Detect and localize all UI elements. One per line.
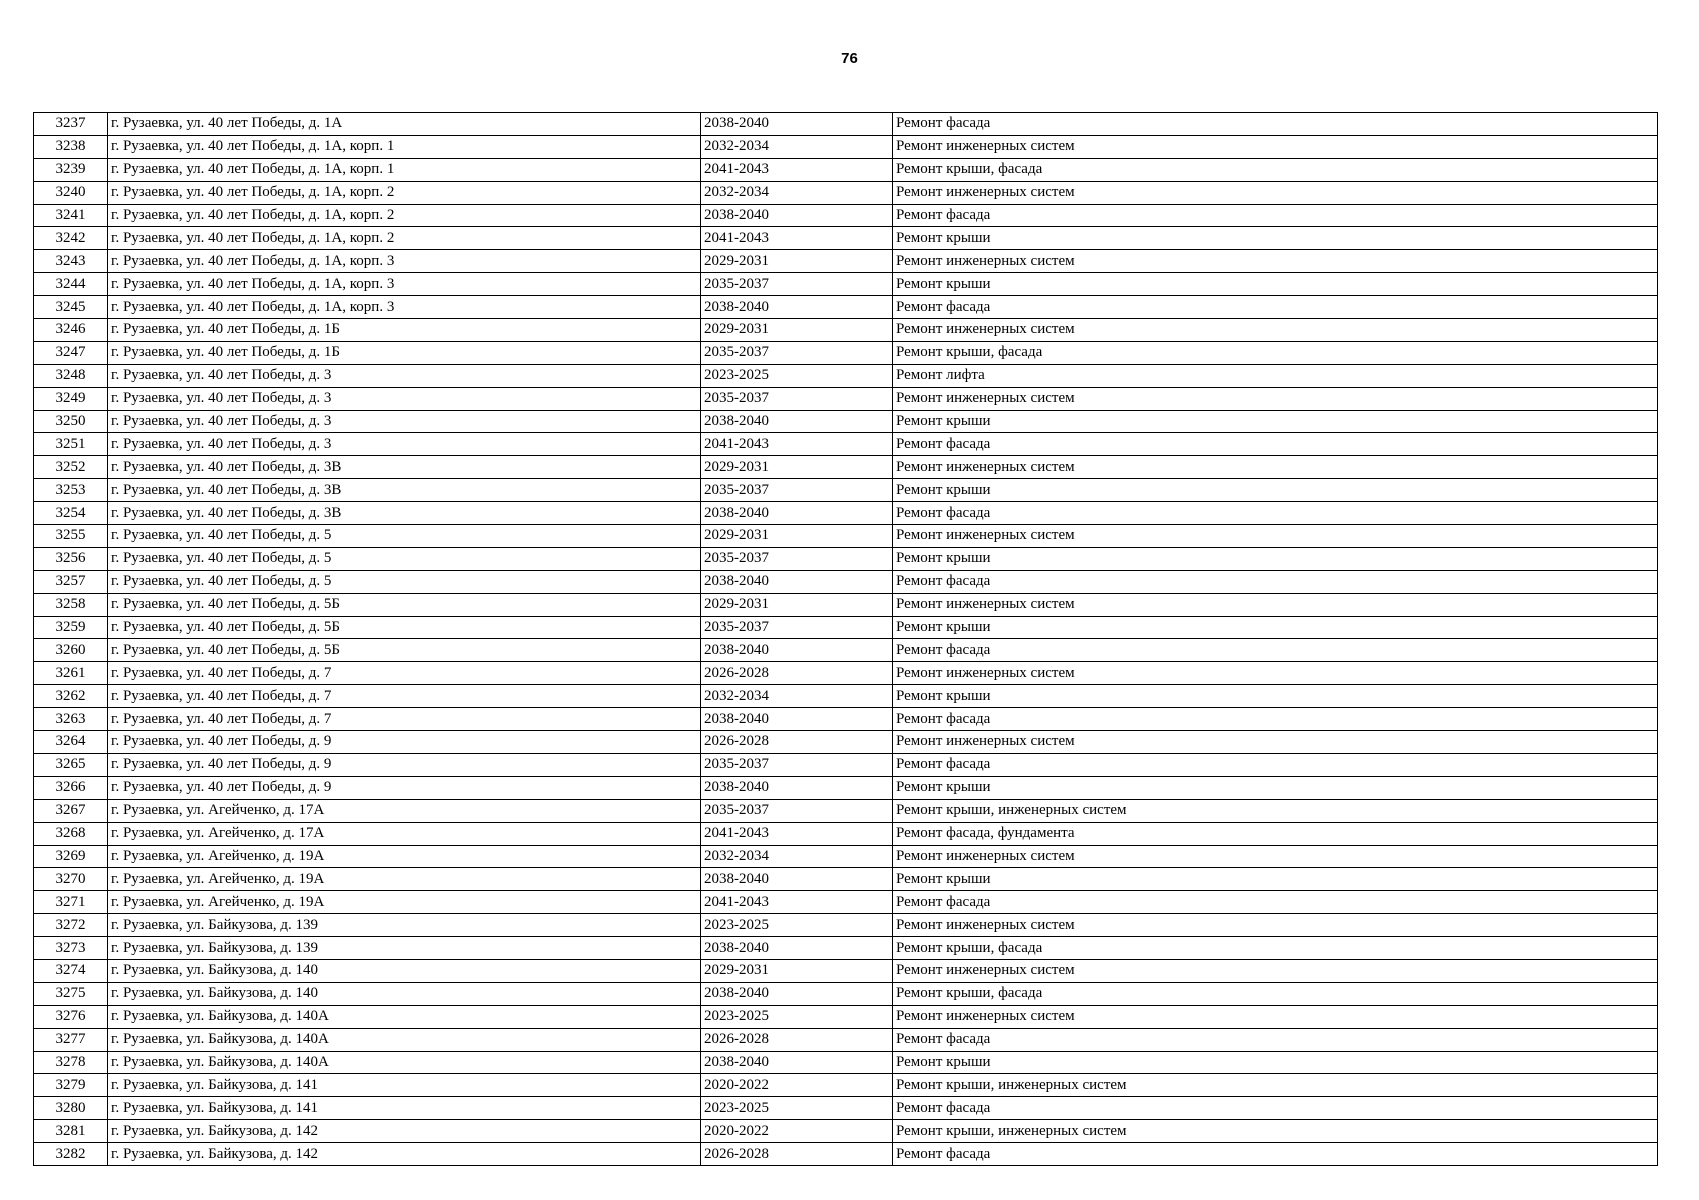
period-cell: 2041-2043: [701, 227, 893, 250]
row-number: 3268: [34, 822, 108, 845]
work-type-cell: Ремонт фасада: [893, 204, 1658, 227]
table-row: [34, 982, 1658, 1005]
address-cell: г. Рузаевка, ул. 40 лет Победы, д. 3: [108, 387, 701, 410]
table-row: [34, 616, 1658, 639]
table-row: [34, 227, 1658, 250]
period-cell: 2020-2022: [701, 1074, 893, 1097]
table-row: [34, 502, 1658, 525]
row-number: 3276: [34, 1005, 108, 1028]
work-type-cell: Ремонт фасада: [893, 753, 1658, 776]
address-cell: г. Рузаевка, ул. 40 лет Победы, д. 1А, корп. 1: [108, 135, 701, 158]
address-cell: г. Рузаевка, ул. 40 лет Победы, д. 5: [108, 547, 701, 570]
table-row: [34, 1143, 1658, 1166]
table-row: [34, 662, 1658, 685]
table-row: [34, 433, 1658, 456]
period-cell: 2026-2028: [701, 1143, 893, 1166]
row-number: 3274: [34, 959, 108, 982]
table-row: [34, 753, 1658, 776]
table-row: [34, 319, 1658, 342]
row-number: 3237: [34, 113, 108, 136]
table-row: [34, 868, 1658, 891]
work-type-cell: Ремонт инженерных систем: [893, 914, 1658, 937]
period-cell: 2035-2037: [701, 753, 893, 776]
table-row: [34, 135, 1658, 158]
row-number: 3252: [34, 456, 108, 479]
row-number: 3245: [34, 296, 108, 319]
address-cell: г. Рузаевка, ул. 40 лет Победы, д. 9: [108, 776, 701, 799]
row-number: 3246: [34, 319, 108, 342]
table-row: [34, 1120, 1658, 1143]
period-cell: 2023-2025: [701, 1097, 893, 1120]
work-type-cell: Ремонт крыши, фасада: [893, 341, 1658, 364]
period-cell: 2041-2043: [701, 891, 893, 914]
address-cell: г. Рузаевка, ул. 40 лет Победы, д. 1А, корп. 2: [108, 227, 701, 250]
period-cell: 2029-2031: [701, 319, 893, 342]
work-type-cell: Ремонт инженерных систем: [893, 250, 1658, 273]
address-cell: г. Рузаевка, ул. Байкузова, д. 141: [108, 1074, 701, 1097]
period-cell: 2035-2037: [701, 479, 893, 502]
work-type-cell: Ремонт крыши, инженерных систем: [893, 1074, 1658, 1097]
period-cell: 2029-2031: [701, 250, 893, 273]
row-number: 3273: [34, 937, 108, 960]
work-type-cell: Ремонт фасада: [893, 113, 1658, 136]
table-row: [34, 639, 1658, 662]
work-type-cell: Ремонт инженерных систем: [893, 959, 1658, 982]
table-row: [34, 822, 1658, 845]
table-row: [34, 776, 1658, 799]
row-number: 3253: [34, 479, 108, 502]
work-type-cell: Ремонт инженерных систем: [893, 662, 1658, 685]
table-row: [34, 456, 1658, 479]
address-cell: г. Рузаевка, ул. Байкузова, д. 142: [108, 1120, 701, 1143]
work-type-cell: Ремонт фасада: [893, 1097, 1658, 1120]
row-number: 3240: [34, 181, 108, 204]
table-row: [34, 799, 1658, 822]
period-cell: 2035-2037: [701, 273, 893, 296]
address-cell: г. Рузаевка, ул. Байкузова, д. 140: [108, 982, 701, 1005]
address-cell: г. Рузаевка, ул. Байкузова, д. 139: [108, 937, 701, 960]
table-row: [34, 891, 1658, 914]
work-type-cell: Ремонт фасада, фундамента: [893, 822, 1658, 845]
work-type-cell: Ремонт крыши: [893, 685, 1658, 708]
period-cell: 2038-2040: [701, 708, 893, 731]
table-row: [34, 570, 1658, 593]
work-type-cell: Ремонт инженерных систем: [893, 593, 1658, 616]
address-cell: г. Рузаевка, ул. 40 лет Победы, д. 3: [108, 433, 701, 456]
address-cell: г. Рузаевка, ул. 40 лет Победы, д. 1А, корп. 3: [108, 250, 701, 273]
table-row: [34, 1051, 1658, 1074]
work-type-cell: Ремонт крыши, фасада: [893, 937, 1658, 960]
address-cell: г. Рузаевка, ул. 40 лет Победы, д. 1А, корп. 3: [108, 296, 701, 319]
row-number: 3282: [34, 1143, 108, 1166]
address-cell: г. Рузаевка, ул. Байкузова, д. 140А: [108, 1051, 701, 1074]
work-type-cell: Ремонт фасада: [893, 570, 1658, 593]
work-type-cell: Ремонт инженерных систем: [893, 319, 1658, 342]
row-number: 3249: [34, 387, 108, 410]
address-cell: г. Рузаевка, ул. 40 лет Победы, д. 5Б: [108, 639, 701, 662]
period-cell: 2041-2043: [701, 822, 893, 845]
work-type-cell: Ремонт крыши: [893, 410, 1658, 433]
period-cell: 2023-2025: [701, 364, 893, 387]
work-type-cell: Ремонт крыши, фасада: [893, 158, 1658, 181]
table-row: [34, 113, 1658, 136]
period-cell: 2038-2040: [701, 204, 893, 227]
work-type-cell: Ремонт крыши: [893, 547, 1658, 570]
period-cell: 2026-2028: [701, 731, 893, 754]
table-row: [34, 547, 1658, 570]
address-cell: г. Рузаевка, ул. 40 лет Победы, д. 7: [108, 685, 701, 708]
period-cell: 2020-2022: [701, 1120, 893, 1143]
row-number: 3244: [34, 273, 108, 296]
address-cell: г. Рузаевка, ул. 40 лет Победы, д. 3: [108, 364, 701, 387]
row-number: 3250: [34, 410, 108, 433]
table-row: [34, 204, 1658, 227]
table-row: [34, 1074, 1658, 1097]
work-type-cell: Ремонт крыши, инженерных систем: [893, 1120, 1658, 1143]
work-type-cell: Ремонт инженерных систем: [893, 525, 1658, 548]
work-type-cell: Ремонт фасада: [893, 502, 1658, 525]
row-number: 3255: [34, 525, 108, 548]
work-type-cell: Ремонт инженерных систем: [893, 731, 1658, 754]
row-number: 3243: [34, 250, 108, 273]
period-cell: 2026-2028: [701, 1028, 893, 1051]
address-cell: г. Рузаевка, ул. 40 лет Победы, д. 1Б: [108, 319, 701, 342]
page-number: 76: [841, 50, 858, 67]
period-cell: 2038-2040: [701, 937, 893, 960]
work-type-cell: Ремонт крыши: [893, 479, 1658, 502]
row-number: 3257: [34, 570, 108, 593]
address-cell: г. Рузаевка, ул. 40 лет Победы, д. 7: [108, 662, 701, 685]
address-cell: г. Рузаевка, ул. Байкузова, д. 140А: [108, 1005, 701, 1028]
work-type-cell: Ремонт крыши: [893, 1051, 1658, 1074]
row-number: 3271: [34, 891, 108, 914]
period-cell: 2035-2037: [701, 547, 893, 570]
row-number: 3247: [34, 341, 108, 364]
table-row: [34, 479, 1658, 502]
row-number: 3256: [34, 547, 108, 570]
table-row: [34, 273, 1658, 296]
work-type-cell: Ремонт фасада: [893, 1028, 1658, 1051]
period-cell: 2038-2040: [701, 776, 893, 799]
address-cell: г. Рузаевка, ул. 40 лет Победы, д. 5Б: [108, 593, 701, 616]
address-cell: г. Рузаевка, ул. Агейченко, д. 19А: [108, 845, 701, 868]
row-number: 3261: [34, 662, 108, 685]
row-number: 3242: [34, 227, 108, 250]
table-row: [34, 685, 1658, 708]
work-type-cell: Ремонт инженерных систем: [893, 456, 1658, 479]
work-type-cell: Ремонт инженерных систем: [893, 135, 1658, 158]
period-cell: 2023-2025: [701, 914, 893, 937]
table-row: [34, 250, 1658, 273]
work-type-cell: Ремонт инженерных систем: [893, 845, 1658, 868]
address-cell: г. Рузаевка, ул. Байкузова, д. 141: [108, 1097, 701, 1120]
row-number: 3279: [34, 1074, 108, 1097]
address-cell: г. Рузаевка, ул. Байкузова, д. 142: [108, 1143, 701, 1166]
period-cell: 2029-2031: [701, 959, 893, 982]
row-number: 3259: [34, 616, 108, 639]
period-cell: 2038-2040: [701, 570, 893, 593]
address-cell: г. Рузаевка, ул. 40 лет Победы, д. 3В: [108, 456, 701, 479]
row-number: 3265: [34, 753, 108, 776]
address-cell: г. Рузаевка, ул. Агейченко, д. 17А: [108, 799, 701, 822]
address-cell: г. Рузаевка, ул. 40 лет Победы, д. 3В: [108, 502, 701, 525]
table-body: [34, 113, 1658, 1166]
address-cell: г. Рузаевка, ул. 40 лет Победы, д. 3: [108, 410, 701, 433]
address-cell: г. Рузаевка, ул. Байкузова, д. 140А: [108, 1028, 701, 1051]
table-row: [34, 845, 1658, 868]
row-number: 3275: [34, 982, 108, 1005]
work-type-cell: Ремонт крыши, фасада: [893, 982, 1658, 1005]
address-cell: г. Рузаевка, ул. Байкузова, д. 140: [108, 959, 701, 982]
table-row: [34, 410, 1658, 433]
address-cell: г. Рузаевка, ул. 40 лет Победы, д. 1А, корп. 3: [108, 273, 701, 296]
row-number: 3263: [34, 708, 108, 731]
address-cell: г. Рузаевка, ул. 40 лет Победы, д. 9: [108, 731, 701, 754]
period-cell: 2038-2040: [701, 410, 893, 433]
address-cell: г. Рузаевка, ул. Байкузова, д. 139: [108, 914, 701, 937]
table-row: [34, 364, 1658, 387]
period-cell: 2029-2031: [701, 525, 893, 548]
table-row: [34, 181, 1658, 204]
table-row: [34, 959, 1658, 982]
work-type-cell: Ремонт крыши: [893, 776, 1658, 799]
period-cell: 2026-2028: [701, 662, 893, 685]
address-cell: г. Рузаевка, ул. 40 лет Победы, д. 9: [108, 753, 701, 776]
period-cell: 2029-2031: [701, 593, 893, 616]
table-row: [34, 593, 1658, 616]
table-row: [34, 708, 1658, 731]
address-cell: г. Рузаевка, ул. 40 лет Победы, д. 5Б: [108, 616, 701, 639]
row-number: 3241: [34, 204, 108, 227]
row-number: 3272: [34, 914, 108, 937]
work-type-cell: Ремонт крыши: [893, 868, 1658, 891]
table-row: [34, 1005, 1658, 1028]
row-number: 3277: [34, 1028, 108, 1051]
work-type-cell: Ремонт крыши, инженерных систем: [893, 799, 1658, 822]
work-type-cell: Ремонт крыши: [893, 616, 1658, 639]
address-cell: г. Рузаевка, ул. Агейченко, д. 17А: [108, 822, 701, 845]
period-cell: 2032-2034: [701, 135, 893, 158]
work-type-cell: Ремонт фасада: [893, 708, 1658, 731]
period-cell: 2038-2040: [701, 502, 893, 525]
row-number: 3270: [34, 868, 108, 891]
table-row: [34, 1097, 1658, 1120]
period-cell: 2038-2040: [701, 868, 893, 891]
period-cell: 2035-2037: [701, 616, 893, 639]
table-row: [34, 341, 1658, 364]
work-type-cell: Ремонт фасада: [893, 433, 1658, 456]
work-type-cell: Ремонт крыши: [893, 227, 1658, 250]
period-cell: 2023-2025: [701, 1005, 893, 1028]
period-cell: 2041-2043: [701, 433, 893, 456]
row-number: 3264: [34, 731, 108, 754]
work-type-cell: Ремонт фасада: [893, 1143, 1658, 1166]
work-type-cell: Ремонт лифта: [893, 364, 1658, 387]
row-number: 3238: [34, 135, 108, 158]
work-type-cell: Ремонт инженерных систем: [893, 1005, 1658, 1028]
period-cell: 2038-2040: [701, 639, 893, 662]
row-number: 3281: [34, 1120, 108, 1143]
row-number: 3280: [34, 1097, 108, 1120]
period-cell: 2032-2034: [701, 685, 893, 708]
table-row: [34, 1028, 1658, 1051]
work-type-cell: Ремонт фасада: [893, 296, 1658, 319]
row-number: 3251: [34, 433, 108, 456]
address-cell: г. Рузаевка, ул. 40 лет Победы, д. 7: [108, 708, 701, 731]
row-number: 3262: [34, 685, 108, 708]
row-number: 3269: [34, 845, 108, 868]
repair-schedule-table: [33, 112, 1658, 1166]
period-cell: 2032-2034: [701, 181, 893, 204]
period-cell: 2035-2037: [701, 387, 893, 410]
work-type-cell: Ремонт фасада: [893, 891, 1658, 914]
work-type-cell: Ремонт фасада: [893, 639, 1658, 662]
table-row: [34, 158, 1658, 181]
period-cell: 2038-2040: [701, 982, 893, 1005]
address-cell: г. Рузаевка, ул. 40 лет Победы, д. 1А: [108, 113, 701, 136]
address-cell: г. Рузаевка, ул. 40 лет Победы, д. 1А, корп. 2: [108, 204, 701, 227]
table-row: [34, 914, 1658, 937]
period-cell: 2038-2040: [701, 1051, 893, 1074]
table-row: [34, 525, 1658, 548]
period-cell: 2041-2043: [701, 158, 893, 181]
work-type-cell: Ремонт крыши: [893, 273, 1658, 296]
address-cell: г. Рузаевка, ул. Агейченко, д. 19А: [108, 891, 701, 914]
address-cell: г. Рузаевка, ул. 40 лет Победы, д. 1Б: [108, 341, 701, 364]
period-cell: 2032-2034: [701, 845, 893, 868]
address-cell: г. Рузаевка, ул. 40 лет Победы, д. 1А, корп. 2: [108, 181, 701, 204]
table-row: [34, 731, 1658, 754]
work-type-cell: Ремонт инженерных систем: [893, 387, 1658, 410]
row-number: 3278: [34, 1051, 108, 1074]
table-row: [34, 937, 1658, 960]
period-cell: 2038-2040: [701, 296, 893, 319]
address-cell: г. Рузаевка, ул. 40 лет Победы, д. 1А, корп. 1: [108, 158, 701, 181]
table-row: [34, 296, 1658, 319]
period-cell: 2038-2040: [701, 113, 893, 136]
row-number: 3260: [34, 639, 108, 662]
row-number: 3248: [34, 364, 108, 387]
table-row: [34, 387, 1658, 410]
row-number: 3254: [34, 502, 108, 525]
address-cell: г. Рузаевка, ул. Агейченко, д. 19А: [108, 868, 701, 891]
address-cell: г. Рузаевка, ул. 40 лет Победы, д. 5: [108, 525, 701, 548]
row-number: 3239: [34, 158, 108, 181]
row-number: 3266: [34, 776, 108, 799]
period-cell: 2029-2031: [701, 456, 893, 479]
work-type-cell: Ремонт инженерных систем: [893, 181, 1658, 204]
row-number: 3267: [34, 799, 108, 822]
row-number: 3258: [34, 593, 108, 616]
address-cell: г. Рузаевка, ул. 40 лет Победы, д. 5: [108, 570, 701, 593]
period-cell: 2035-2037: [701, 799, 893, 822]
address-cell: г. Рузаевка, ул. 40 лет Победы, д. 3В: [108, 479, 701, 502]
period-cell: 2035-2037: [701, 341, 893, 364]
